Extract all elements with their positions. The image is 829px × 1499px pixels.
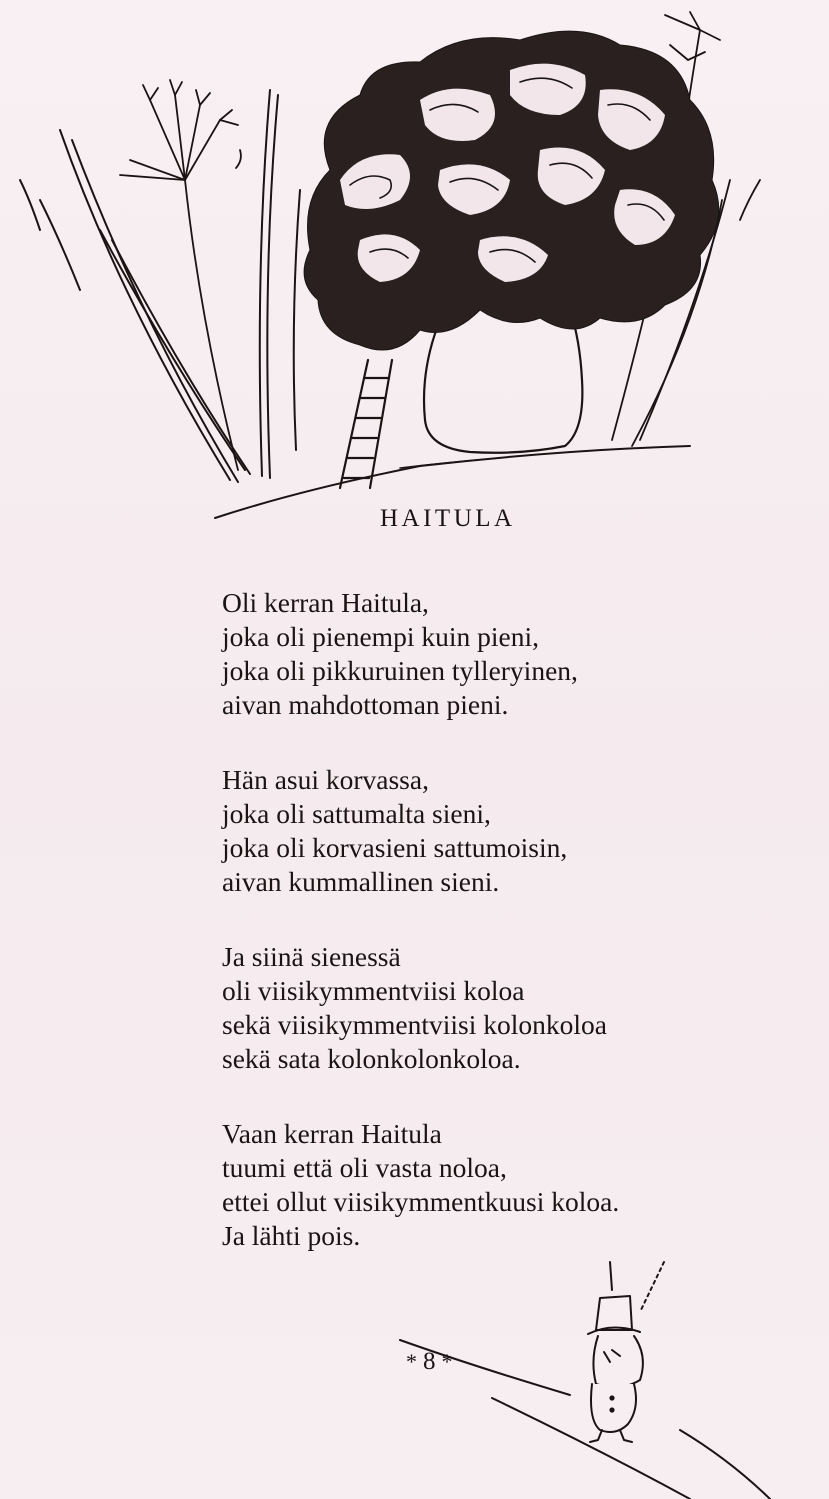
poem-line: Vaan kerran Haitula xyxy=(222,1118,442,1149)
stanza-1 xyxy=(222,586,782,722)
poem-line: aivan mahdottoman pieni. xyxy=(222,689,509,720)
poem-body xyxy=(222,586,782,1294)
grass-left xyxy=(20,90,300,482)
poem-line: Ja lähti pois. xyxy=(222,1220,361,1251)
poem-line: joka oli korvasieni sattumoisin, xyxy=(222,832,568,863)
poem-line: ettei ollut viisikymmentkuusi koloa. xyxy=(222,1186,620,1217)
gnome-figure xyxy=(400,1262,770,1499)
weed-left xyxy=(120,80,241,470)
poem-line: oli viisikymmentviisi koloa xyxy=(222,975,525,1006)
asterisk-ornament-right: * xyxy=(441,1349,453,1374)
poem-line: joka oli pienempi kuin pieni, xyxy=(222,621,539,652)
page-number xyxy=(400,1348,459,1376)
page-number-value: 8 xyxy=(423,1348,436,1375)
poem-line: sekä sata kolonkolonkoloa. xyxy=(222,1043,521,1074)
stanza-3 xyxy=(222,940,782,1076)
stanza-4 xyxy=(222,1117,782,1253)
poem-line: tuumi että oli vasta noloa, xyxy=(222,1152,507,1183)
stanza-2 xyxy=(222,763,782,899)
poem-line: Ja siinä sienessä xyxy=(222,941,401,972)
poem-line: Hän asui korvassa, xyxy=(222,764,429,795)
poem-line: aivan kummallinen sieni. xyxy=(222,866,500,897)
poem-line: joka oli pikkuruinen tylleryinen, xyxy=(222,655,578,686)
poem-line: sekä viisikymmentviisi kolonkoloa xyxy=(222,1009,607,1040)
poem-title: HAITULA xyxy=(380,505,516,532)
asterisk-ornament-left: * xyxy=(406,1349,417,1374)
mushroom-stem xyxy=(424,310,582,453)
poem-line: joka oli sattumalta sieni, xyxy=(222,798,491,829)
mushroom-cap xyxy=(304,31,719,350)
poem-line: Oli kerran Haitula, xyxy=(222,587,429,618)
ladder xyxy=(340,360,392,488)
